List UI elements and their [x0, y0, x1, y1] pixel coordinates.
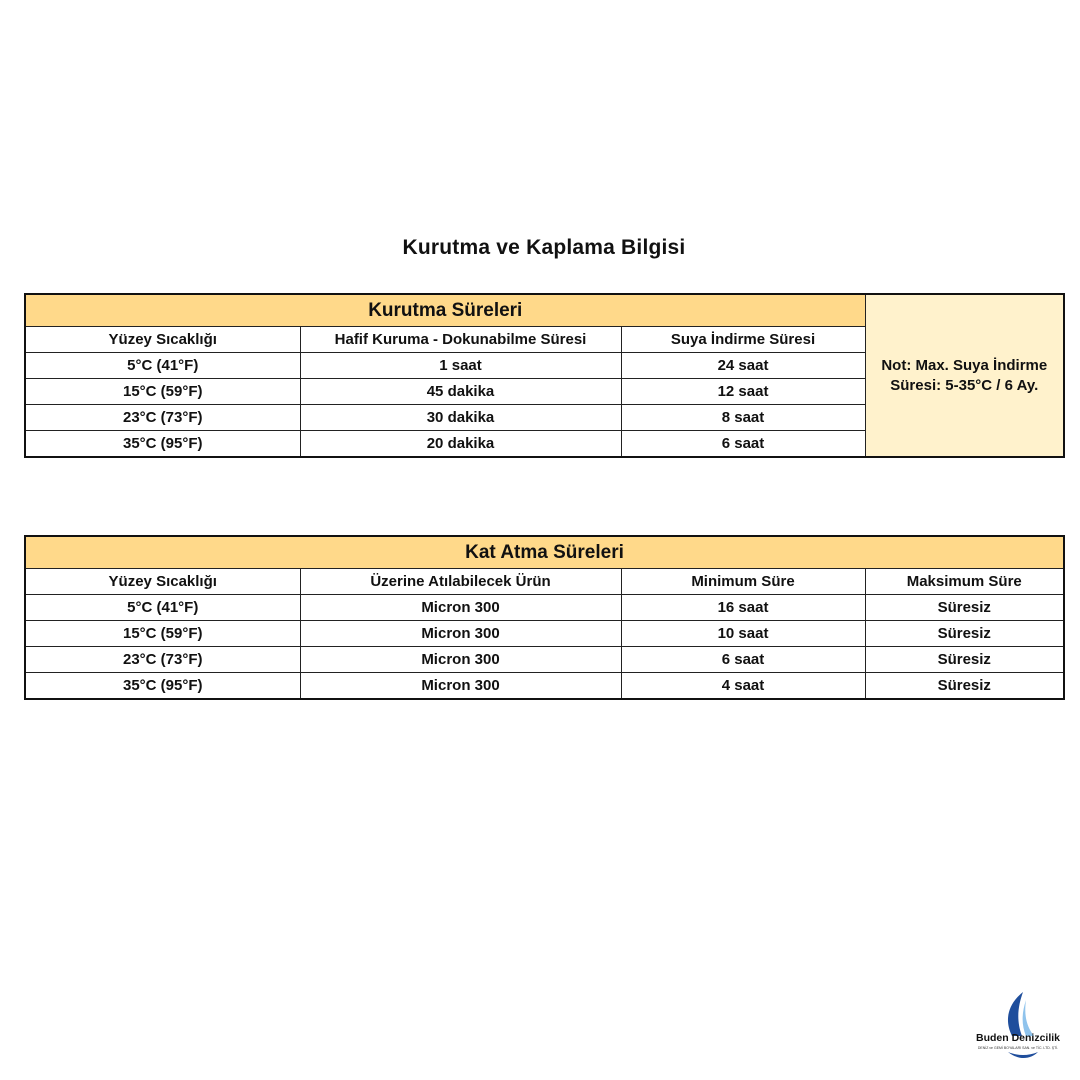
column-header: Hafif Kuruma - Dokunabilme Süresi	[300, 327, 621, 353]
table-cell: 16 saat	[621, 595, 865, 621]
logo-subtitle: DENİZ ve GEMİ BOYALARI SAN. ve TİC. LTD. ŞTİ.	[977, 1046, 1059, 1050]
table-cell: Süresiz	[865, 595, 1064, 621]
table-row	[25, 621, 1064, 647]
table-cell: 4 saat	[621, 673, 865, 700]
table-cell: Micron 300	[300, 595, 621, 621]
table-cell: 15°C (59°F)	[25, 379, 300, 405]
table-cell: 5°C (41°F)	[25, 595, 300, 621]
table-cell: Süresiz	[865, 673, 1064, 700]
table-cell: 30 dakika	[300, 405, 621, 431]
table-cell: 23°C (73°F)	[25, 405, 300, 431]
table-cell: Süresiz	[865, 621, 1064, 647]
table-cell: 35°C (95°F)	[25, 431, 300, 458]
table-cell: 12 saat	[621, 379, 865, 405]
table-cell: 35°C (95°F)	[25, 673, 300, 700]
table-cell: 20 dakika	[300, 431, 621, 458]
table-cell: 15°C (59°F)	[25, 621, 300, 647]
table-cell: Micron 300	[300, 621, 621, 647]
column-header: Üzerine Atılabilecek Ürün	[300, 569, 621, 595]
table-row	[25, 647, 1064, 673]
table-cell: Süresiz	[865, 647, 1064, 673]
drying-note: Not: Max. Suya İndirme Süresi: 5-35°C / 6 Ay.	[865, 294, 1064, 457]
table-cell: 8 saat	[621, 405, 865, 431]
table-row	[25, 673, 1064, 700]
logo-name: Buden Denizcilik	[975, 1032, 1060, 1044]
table-cell: 6 saat	[621, 431, 865, 458]
table-cell: Micron 300	[300, 647, 621, 673]
table-cell: 10 saat	[621, 621, 865, 647]
recoat-times-table	[24, 535, 1065, 700]
column-header: Yüzey Sıcaklığı	[25, 569, 300, 595]
recoat-header-row	[25, 569, 1064, 595]
drying-table-title: Kurutma Süreleri	[25, 294, 865, 327]
table-row	[25, 595, 1064, 621]
column-header: Suya İndirme Süresi	[621, 327, 865, 353]
company-logo	[968, 990, 1068, 1062]
sailboat-icon	[968, 990, 1068, 1062]
table-cell: Micron 300	[300, 673, 621, 700]
table-cell: 45 dakika	[300, 379, 621, 405]
recoat-table-title: Kat Atma Süreleri	[25, 536, 1064, 569]
table-cell: 6 saat	[621, 647, 865, 673]
table-cell: 23°C (73°F)	[25, 647, 300, 673]
column-header: Minimum Süre	[621, 569, 865, 595]
drying-times-table	[24, 293, 1065, 458]
table-cell: 5°C (41°F)	[25, 353, 300, 379]
column-header: Yüzey Sıcaklığı	[25, 327, 300, 353]
column-header: Maksimum Süre	[865, 569, 1064, 595]
table-cell: 24 saat	[621, 353, 865, 379]
page-title: Kurutma ve Kaplama Bilgisi	[402, 236, 686, 259]
table-cell: 1 saat	[300, 353, 621, 379]
